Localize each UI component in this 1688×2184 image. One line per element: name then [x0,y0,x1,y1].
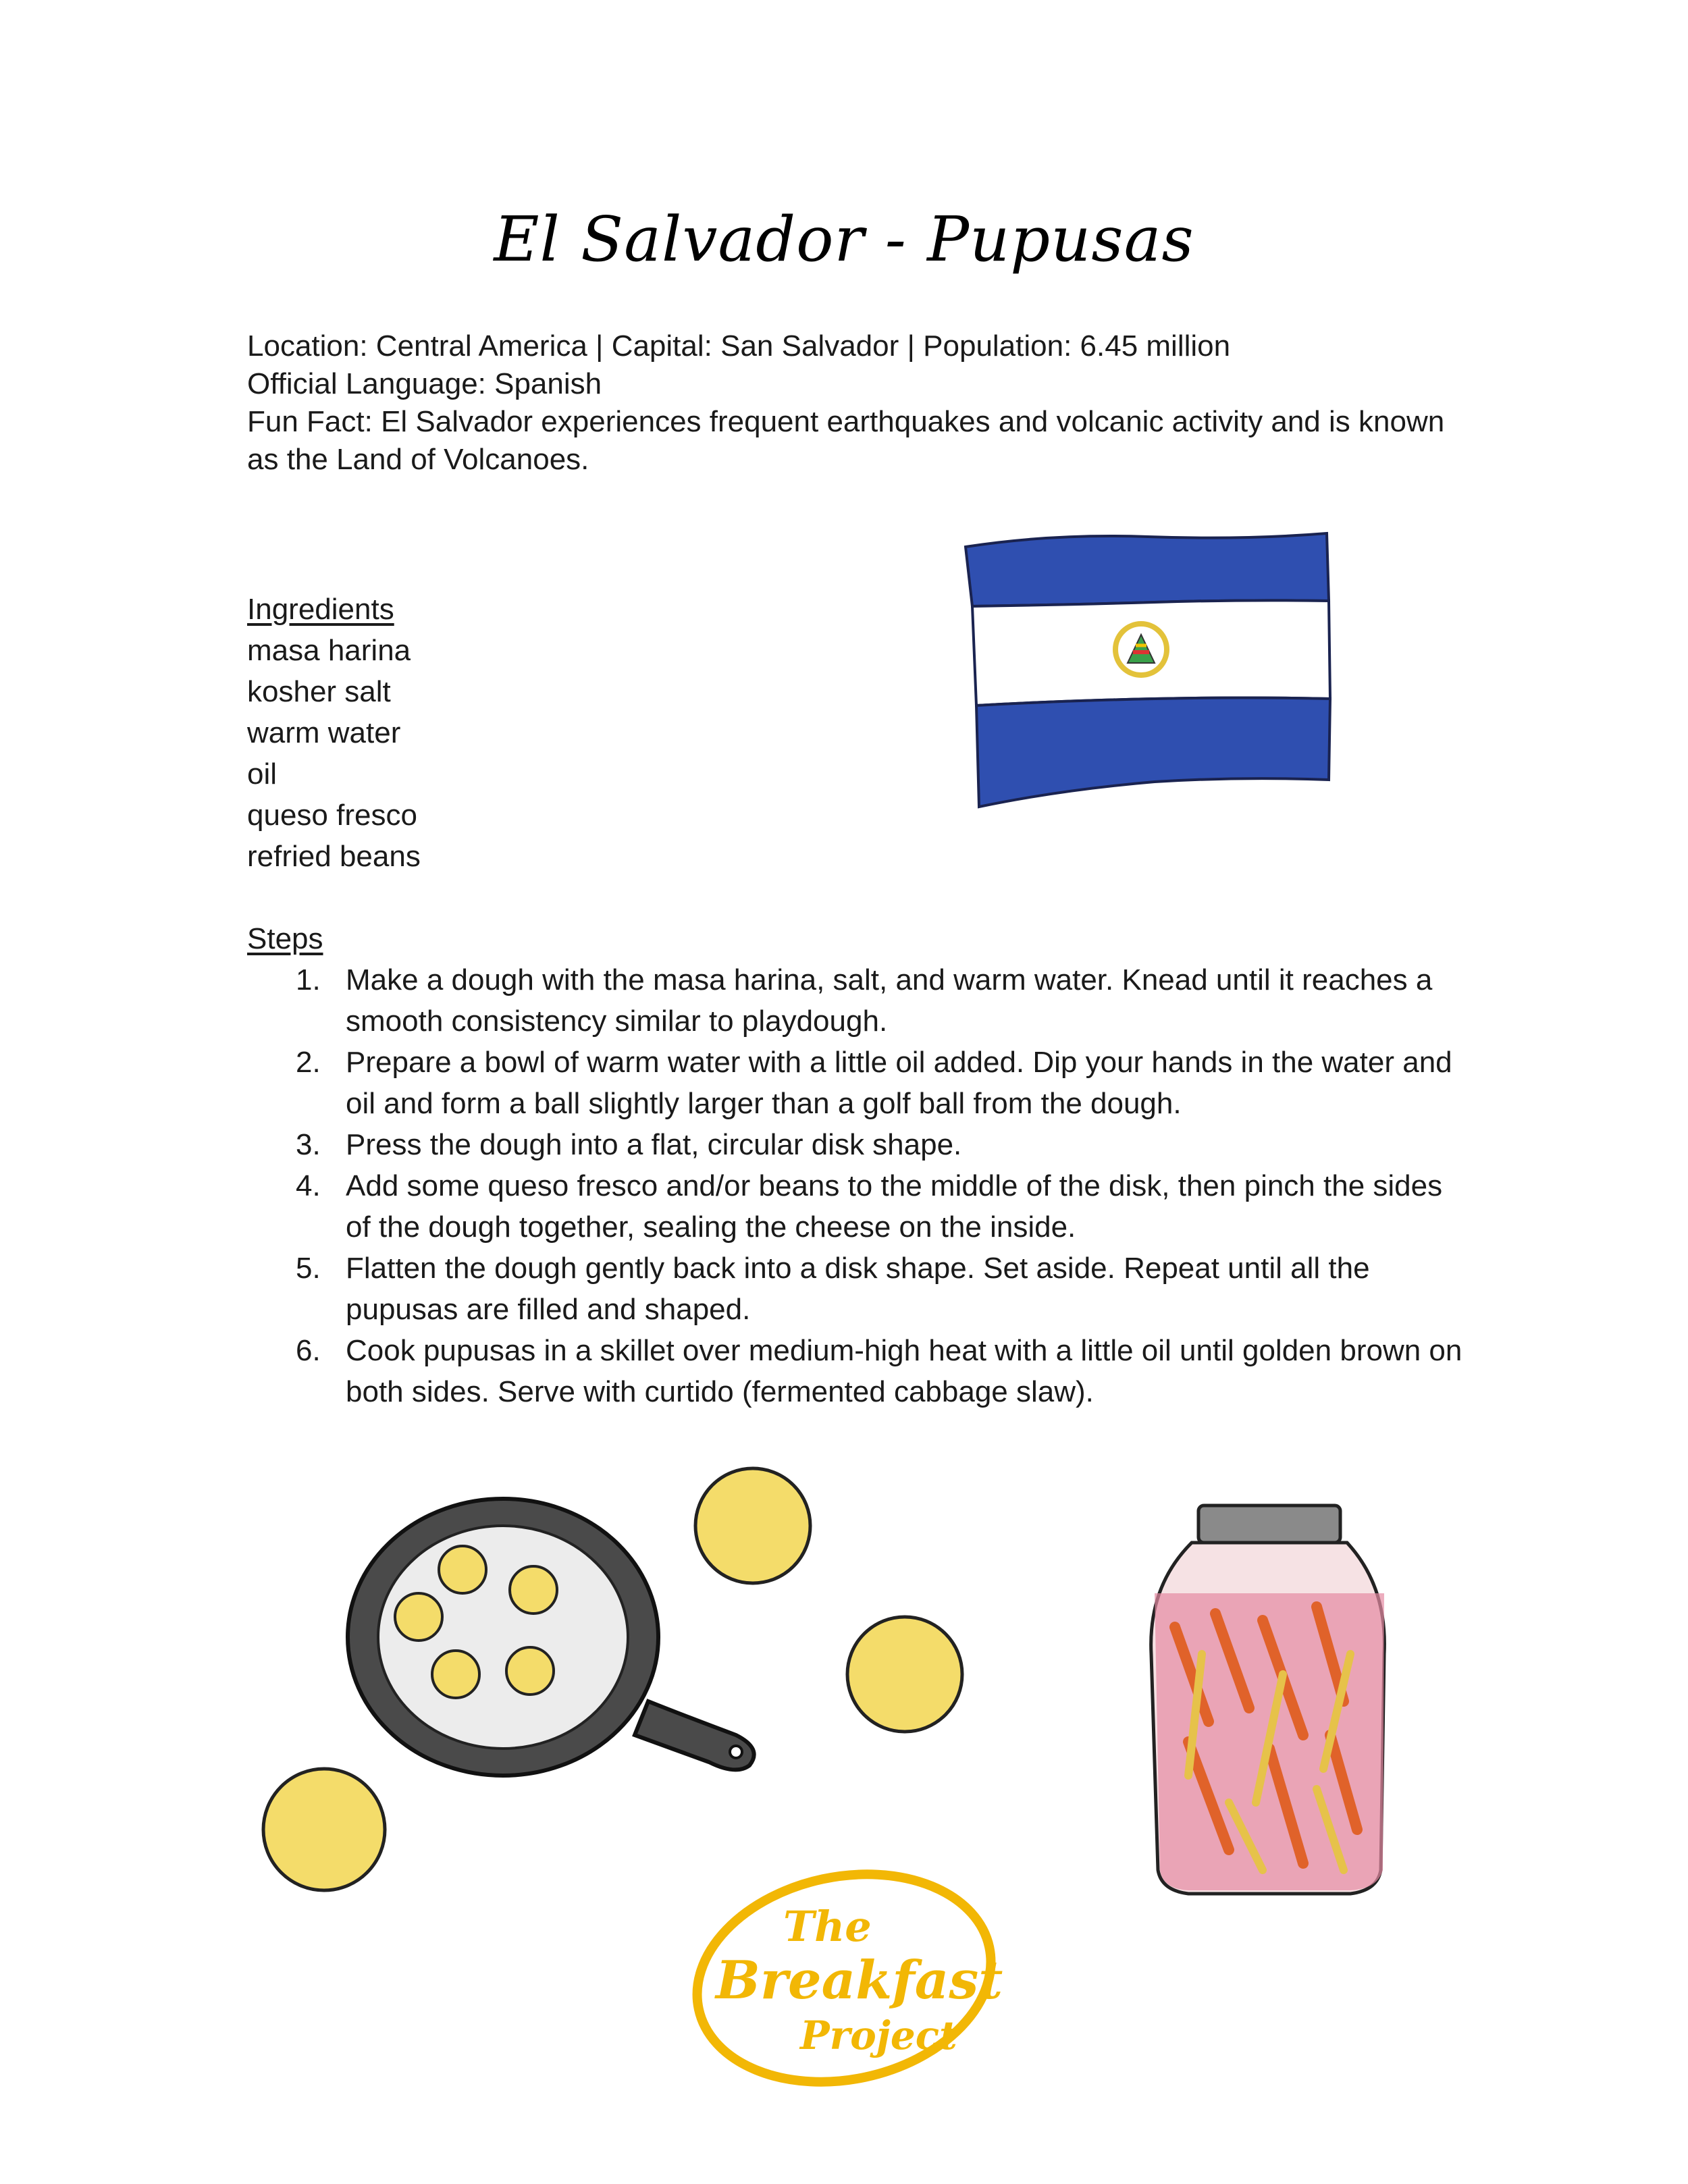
step-number: 5. [296,1252,321,1285]
pupusa-illustration [263,1769,385,1890]
step-number: 1. [296,963,321,996]
step-number: 6. [296,1334,321,1367]
breakfast-project-logo [678,1848,1011,2108]
ingredient-item: queso fresco [247,799,417,832]
logo-line-1: The [783,1902,872,1951]
pupusa-illustration [695,1468,810,1583]
ingredient-item: kosher salt [247,675,391,708]
ingredient-item: warm water [247,716,401,749]
el-salvador-flag-illustration [959,520,1337,817]
pupusa-illustration [847,1617,962,1732]
step-text: Make a dough with the masa harina, salt, and warm water. Knead until it reaches a smooth consistency similar to playdough. [346,963,1433,1038]
step-number: 4. [296,1169,321,1202]
step-text: Flatten the dough gently back into a disk shape. Set aside. Repeat until all the pupusas are filled and shaped. [346,1252,1370,1326]
ingredient-item: masa harina [247,634,411,667]
language-line: Official Language: Spanish [247,367,602,400]
step-text: Prepare a bowl of warm water with a little oil added. Dip your hands in the water and oil and form a ball slightly larger than a golf ball from the dough. [346,1046,1452,1120]
ingredients-heading: Ingredients [247,593,394,626]
step-text: Cook pupusas in a skillet over medium-high heat with a little oil until golden brown on both sides. Serve with curtido (fermented cabbage slaw). [346,1334,1462,1408]
food-illustrations [0,1451,1688,2127]
curtido-jar-illustration [1151,1506,1385,1894]
logo-line-3: Project [800,2013,957,2058]
step-number: 3. [296,1128,321,1161]
ingredients-section [247,589,421,877]
fun-fact: Fun Fact: El Salvador experiences frequent earthquakes and volcanic activity and is known as the Land of Volcanoes. [247,405,1445,476]
steps-section [247,918,1462,1412]
step-item [247,1124,1462,1165]
step-text: Add some queso fresco and/or beans to the middle of the disk, then pinch the sides of the dough together, sealing the cheese on the inside. [346,1169,1443,1244]
steps-heading: Steps [247,922,323,955]
step-item [247,1330,1462,1412]
location-line: Location: Central America | Capital: San Salvador | Population: 6.45 million [247,329,1231,363]
step-item [247,1042,1462,1124]
skillet-illustration [348,1499,754,1776]
page-title: El Salvador - Pupusas [494,203,1194,275]
step-number: 2. [296,1046,321,1079]
step-item [247,959,1462,1042]
step-text: Press the dough into a flat, circular disk shape. [346,1128,962,1161]
ingredient-item: oil [247,757,278,791]
step-item [247,1248,1462,1330]
steps-list [247,959,1462,1412]
ingredient-item: refried beans [247,840,421,873]
country-info [247,327,1449,479]
step-item [247,1165,1462,1248]
logo-line-2: Breakfast [716,1950,1003,2011]
